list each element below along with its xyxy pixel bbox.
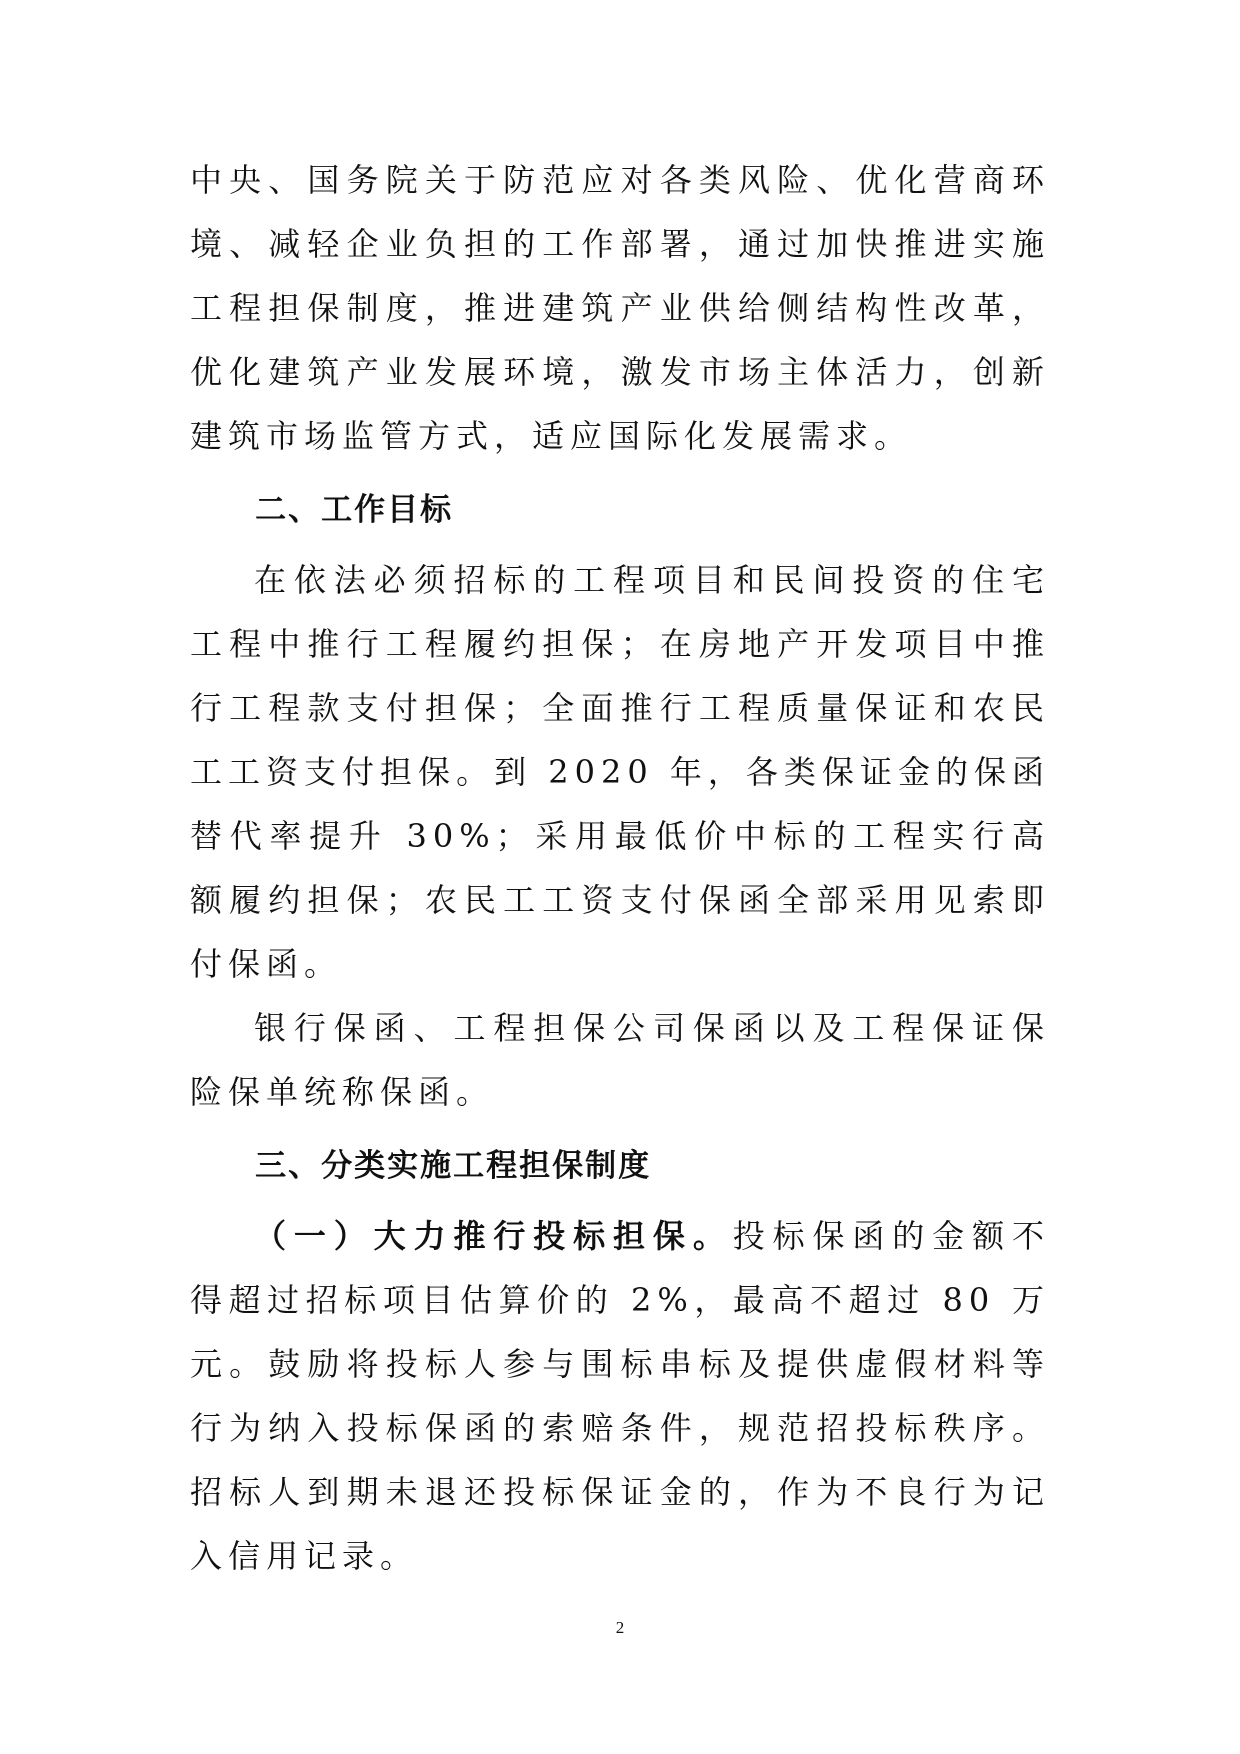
section-heading-classified-implementation: 三、分类实施工程担保制度 [255,1148,652,1184]
paragraph-bid-guarantee [190,1204,1050,1588]
page-number: 2 [615,1618,625,1637]
document-body [190,148,1050,1588]
section-heading-work-goals: 二、工作目标 [255,492,454,528]
paragraph-bid-guarantee-body: 投标保函的金额不得超过招标项目估算价的 2%，最高不超过 80 万元。鼓励将投标人参与围标串标及提供虚假材料等行为纳入投标保函的索赔条件，规范招投标秩序。招标人到期未退还投标保证金的，作为不良行为记入信用记录。 [190,1217,1050,1575]
paragraph-continuation: 中央、国务院关于防范应对各类风险、优化营商环境、减轻企业负担的工作部署，通过加快推进实施工程担保制度，推进建筑产业供给侧结构性改革，优化建筑产业发展环境，激发市场主体活力，创新建筑市场监管方式，适应国际化发展需求。 [190,161,1050,455]
paragraph-bid-guarantee-lead: （一）大力推行投标担保。 [254,1217,733,1255]
paragraph-work-goals: 在依法必须招标的工程项目和民间投资的住宅工程中推行工程履约担保；在房地产开发项目中推行工程款支付担保；全面推行工程质量保证和农民工工资支付担保。到 2020 年，各类保证金的保函替代率提升 30%；采用最低价中标的工程实行高额履约担保；农民工工资支付保函全部采用见索即付保函。 [190,561,1050,983]
paragraph-guarantee-definition: 银行保函、工程担保公司保函以及工程保证保险保单统称保函。 [190,1009,1050,1111]
